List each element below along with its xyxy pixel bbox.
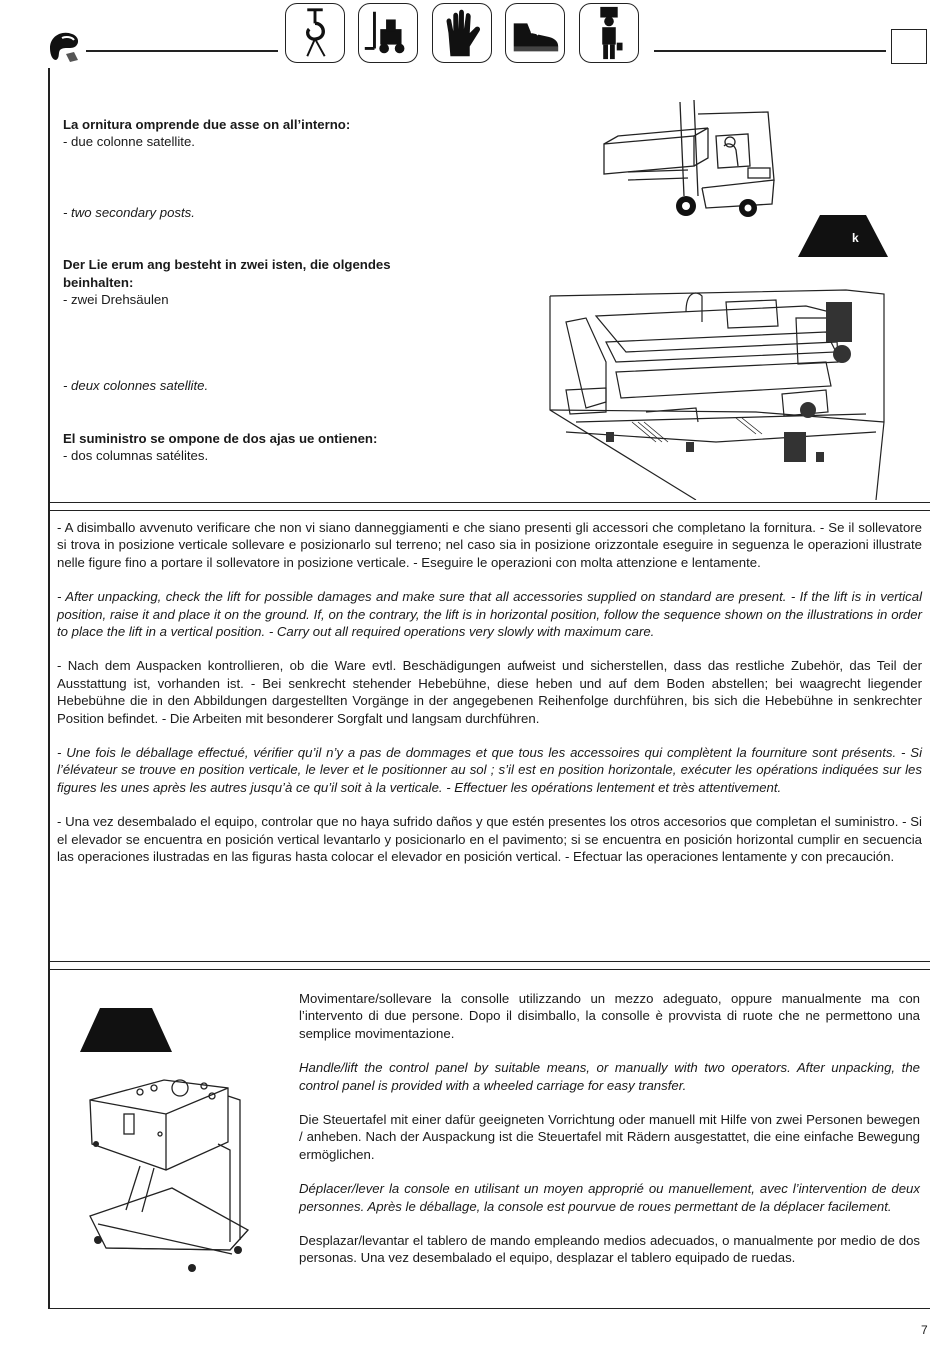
supply-es-title: El suministro se ompone de dos ajas ue ontienen:	[63, 430, 378, 446]
section-divider-1b	[50, 510, 930, 511]
bottom-rule	[48, 1308, 930, 1309]
console-es: Desplazar/levantar el tablero de mando empleando medios adecuados, o manualmente por medio de dos personas. Una vez desembalado el equipo, desplazar el tablero equipado de ruedas.	[299, 1233, 920, 1266]
supply-es-item: - dos columnas satélites.	[63, 448, 209, 464]
header-rule-left	[86, 50, 278, 52]
unpacking-es: - Una vez desembalado el equipo, controlar que no haya sufrido daños y que estén presentes los otros accesorios que completan el suministro. - Si el elevador se encuentra en posición vertical levantarlo y posicionarlo en el pavimento; si se encuentra en posición horizontal cumplir en secuencia las operaciones ilustradas en las figuras hasta colocar el elevador en posición vertical. - Efectuar las operaciones lentamente y con precaución.	[57, 814, 922, 865]
supply-it-title: La ornitura omprende due asse on all’interno:	[63, 117, 351, 132]
console-fr: Déplacer/lever la console en utilisant un moyen approprié ou manuellement, avec l’intervention de deux personnes. Après le déballage, la console est pourvue de roues permettant de la déplacer facilement.	[299, 1181, 920, 1214]
unpacking-text	[57, 519, 922, 866]
safety-shoe-icon	[505, 3, 565, 63]
supply-en-item: - two secondary posts.	[63, 204, 195, 220]
worker-icon	[579, 3, 639, 63]
header-corner-box	[891, 29, 927, 64]
section-divider-2b	[50, 969, 930, 970]
forklift-illustration	[598, 96, 798, 226]
brand-logo	[44, 26, 86, 66]
supply-fr-item: - deux colonnes satellite.	[63, 378, 209, 394]
unpacking-de: - Nach dem Auspacken kontrollieren, ob die Ware evtl. Beschädigungen aufweist und sicherstellen, dass das restliche Zubehör, das Teil der Ausstattung ist, vorhanden ist. - Bei senkrecht stehender Hebebühne, diese heben und auf dem Boden abstellen; bei waagrecht liegender Hebebühne die in den Abbildungen dargestellten Vorgänge in der angegebenen Reihenfolge durchführen, bis sich die Hebebühne in senkrechter Position befindet. - Die Arbeiten mit besonderer Sorgfalt und langsam durchführen.	[57, 658, 922, 726]
supply-it-item: - due colonne satellite.	[63, 134, 195, 150]
supply-de-title-2: beinhalten:	[63, 274, 134, 290]
header-rule-right	[654, 50, 886, 52]
warning-badge-label: k	[852, 231, 859, 245]
hook-crane-icon	[285, 3, 345, 63]
unpacking-en: - After unpacking, check the lift for possible damages and make sure that all accessories supplied on standard are present. - If the lift is in vertical position, raise it and place it on the ground. If, on the contrary, the lift is in horizontal position, follow the sequence shown on the illustrations in order to place the lift in a vertical position. - Carry out all required operations very slowly with maximum care.	[57, 589, 922, 640]
console-text	[299, 990, 920, 1267]
packing-crate-illustration	[546, 282, 886, 500]
supply-de-title-1: Der Lie erum ang besteht in zwei isten, die olgendes	[63, 257, 391, 273]
forklift-icon	[358, 3, 418, 63]
warning-badge	[798, 215, 888, 257]
console-de: Die Steuertafel mit einer dafür geeigneten Vorrichtung oder manuell mit Hilfe von zwei Personen bewegen / anheben. Nach der Auspackung ist die Steuertafel mit Rädern ausgestattet, die eine einfache Bewegung ermöglichen.	[299, 1112, 920, 1162]
unpacking-it: - A disimballo avvenuto verificare che non vi siano danneggiamenti e che siano presenti gli accessori che completano la fornitura. - Se il sollevatore si trova in posizione verticale sollevare e posizionarlo sul terreno; nel caso sia in posizione orizzontale eseguire in seguenza le operazioni illustrate nelle figure fino a portare il sollevatore in posizione verticale. - Eseguire le operazioni con molta attenzione e lentamente.	[57, 520, 922, 570]
section-divider-2a	[50, 961, 930, 962]
console-en: Handle/lift the control panel by suitable means, or manually with two operators. After unpacking, the control panel is provided with a wheeled carriage for easy transfer.	[299, 1060, 920, 1093]
console-cart-illustration	[80, 1040, 255, 1275]
page-number: 7	[921, 1323, 928, 1337]
glove-icon	[432, 3, 492, 63]
unpacking-fr: - Une fois le déballage effectué, vérifier qu’il n’y a pas de dommages et que tous les accessoires qui complètent la fourniture sont présents. - Si l’élévateur se trouve en position verticale, le lever et le positionner au sol ; s’il est en position horizontale, exécuter les opérations indiquées sur les figures les unes après les autres jusqu’à ce qu’il soit à la verticale. - Effectuer les opérations lentement et très attentivement.	[57, 745, 922, 795]
page-frame-left	[48, 68, 50, 1309]
section-divider-1a	[50, 502, 930, 503]
supply-text	[63, 116, 488, 465]
supply-de-item: - zwei Drehsäulen	[63, 292, 169, 308]
console-it: Movimentare/sollevare la consolle utilizzando un mezzo adeguato, oppure manualmente ma con l’intervento di due persone. Dopo il disimballo, la consolle è provvista di ruote che ne permettono una semplice movimentazione.	[299, 991, 920, 1041]
